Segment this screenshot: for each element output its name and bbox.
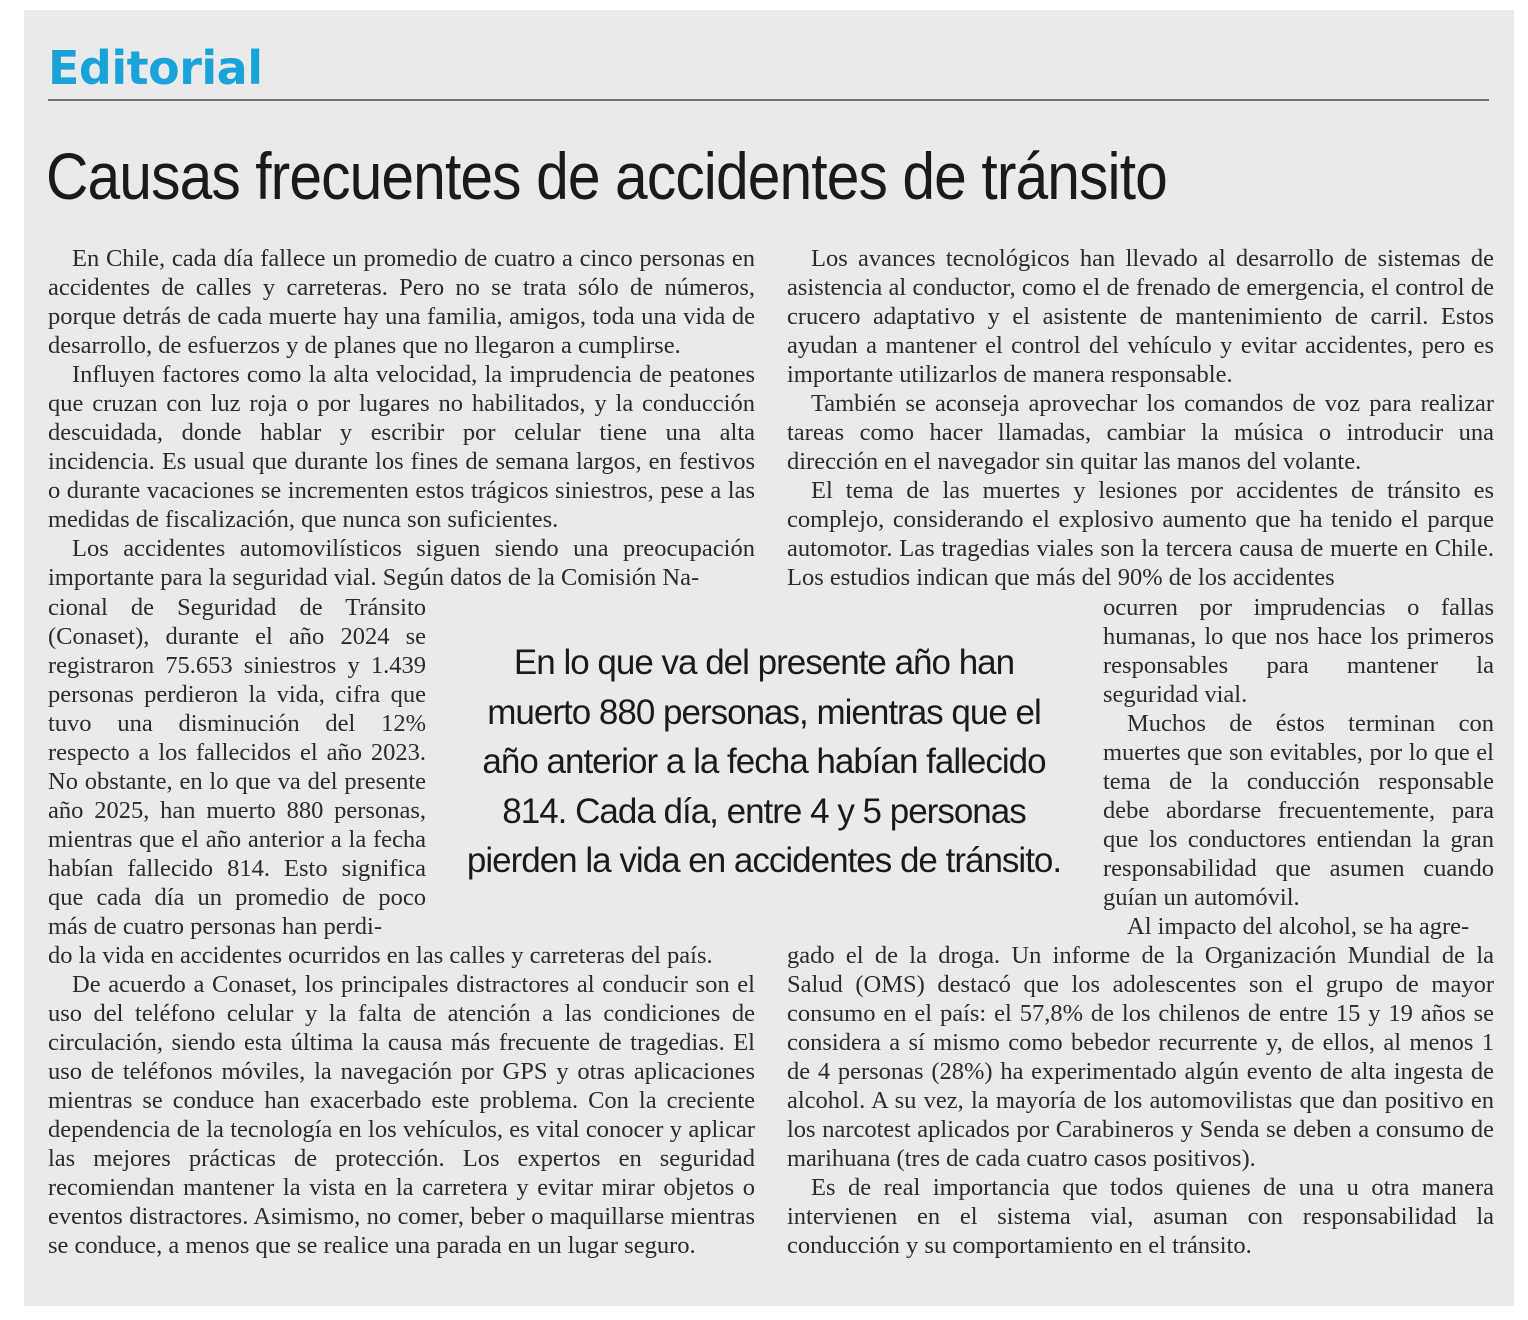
- left-column-top: [48, 244, 755, 592]
- paragraph: También se aconseja aprovechar los comandos de voz para realizar tareas como hacer llamadas, cambiar la música o introducir una dirección en el navegador sin quitar las manos del volante.: [787, 390, 1494, 475]
- paragraph: El tema de las muertes y lesiones por accidentes de tránsito es complejo, considerando el explosivo aumento que ha tenido el parque automotor. Las tragedias viales son la tercera causa de muerte en Chile. Los estudios indican que más del 90% de los accidentes: [787, 477, 1494, 591]
- paragraph: ocurren por imprudencias o fallas humanas, lo que nos hace los primeros responsables para mantener la seguridad vial.: [1103, 594, 1494, 708]
- headline: Causas frecuentes de accidentes de tránsito: [46, 139, 1167, 213]
- left-column-narrow: [48, 593, 426, 941]
- paragraph: gado el de la droga. Un informe de la Organización Mundial de la Salud (OMS) destacó que los adolescentes son el grupo de mayor consumo en el país: el 57,8% de los chilenos de entre 15 y 19 años se considera a sí mismo como bebedor recurrente y, de ellos, al menos 1 de 4 personas (28%) ha experimentado algún evento de alta ingesta de alcohol. A su vez, la mayoría de los automovilistas que dan positivo en los narcotest aplicados por Carabineros y Senda se deben a consumo de marihuana (tres de cada cuatro casos positivos).: [787, 942, 1494, 1172]
- paragraph: Muchos de éstos terminan con muertes que son evitables, por lo que el tema de la conducción responsable debe abordarse frecuentemente, para que los conductores entiendan la gran responsabilidad que asumen cuando guían un automóvil.: [1103, 710, 1494, 911]
- paragraph: En Chile, cada día fallece un promedio de cuatro a cinco personas en accidentes de calles y carreteras. Pero no se trata sólo de números, porque detrás de cada muerte hay una familia, amigos, toda una vida de desarrollo, de esfuerzos y de planes que no llegaron a cumplirse.: [48, 245, 755, 359]
- newspaper-page: [24, 10, 1514, 1306]
- right-column-bottom: [787, 941, 1494, 1260]
- left-column-bottom: [48, 941, 755, 1260]
- pull-quote: En lo que va del presente año han muerto 880 personas, mientras que el año anterior a la fecha habían fallecido 814. Cada día, entre 4 y 5 personas pierden la vida en accidentes de tránsito.: [466, 643, 1062, 880]
- section-label: Editorial: [48, 41, 263, 95]
- paragraph: Es de real importancia que todos quienes de una u otra manera intervienen en el sistema vial, asuman con responsabilidad la conducción y su comportamiento en el tránsito.: [787, 1174, 1494, 1259]
- right-column-top: [787, 244, 1494, 592]
- paragraph: De acuerdo a Conaset, los principales distractores al conducir son el uso del teléfono celular y la falta de atención a las condiciones de circulación, siendo esta última la causa más frecuente de tragedias. El uso de teléfonos móviles, la navegación por GPS y otras aplicaciones mientras se conduce han exacerbado este problema. Con la creciente dependencia de la tecnología en los vehículos, es vital conocer y aplicar las mejores prácticas de protección. Los expertos en seguridad recomiendan mantener la vista en la carretera y evitar mirar objetos o eventos distractores. Asimismo, no comer, beber o maquillarse mientras se conduce, a menos que se realice una parada en un lugar seguro.: [48, 971, 755, 1259]
- paragraph: Los avances tecnológicos han llevado al desarrollo de sistemas de asistencia al conductor, como el de frenado de emergencia, el control de crucero adaptativo y el asistente de mantenimiento de carril. Estos ayudan a mantener el control del vehículo y evitar accidentes, pero es importante utilizarlos de manera responsable.: [787, 245, 1494, 388]
- paragraph: Al impacto del alcohol, se ha agre-: [1127, 913, 1470, 940]
- paragraph: Influyen factores como la alta velocidad, la imprudencia de peatones que cruzan con luz roja o por lugares no habilitados, y la conducción descuidada, donde hablar y escribir por celular tiene una alta incidencia. Es usual que durante los fines de semana largos, en festivos o durante vacaciones se incrementen estos trágicos siniestros, pese a las medidas de fiscalización, que nunca son suficientes.: [48, 361, 755, 533]
- paragraph: do la vida en accidentes ocurridos en las calles y carreteras del país.: [48, 942, 713, 969]
- section-divider: [48, 99, 1489, 101]
- paragraph: cional de Seguridad de Tránsito (Conaset), durante el año 2024 se registraron 75.653 siniestros y 1.439 personas perdieron la vida, cifra que tuvo una disminución del 12% respecto a los fallecidos el año 2023. No obstante, en lo que va del presente año 2025, han muerto 880 personas, mientras que el año anterior a la fecha habían fallecido 814. Esto significa que cada día un promedio de poco más de cuatro personas han perdi-: [48, 594, 426, 940]
- paragraph: Los accidentes automovilísticos siguen siendo una preocupación importante para la seguridad vial. Según datos de la Comisión Na-: [48, 535, 755, 591]
- right-column-narrow: [1103, 593, 1494, 941]
